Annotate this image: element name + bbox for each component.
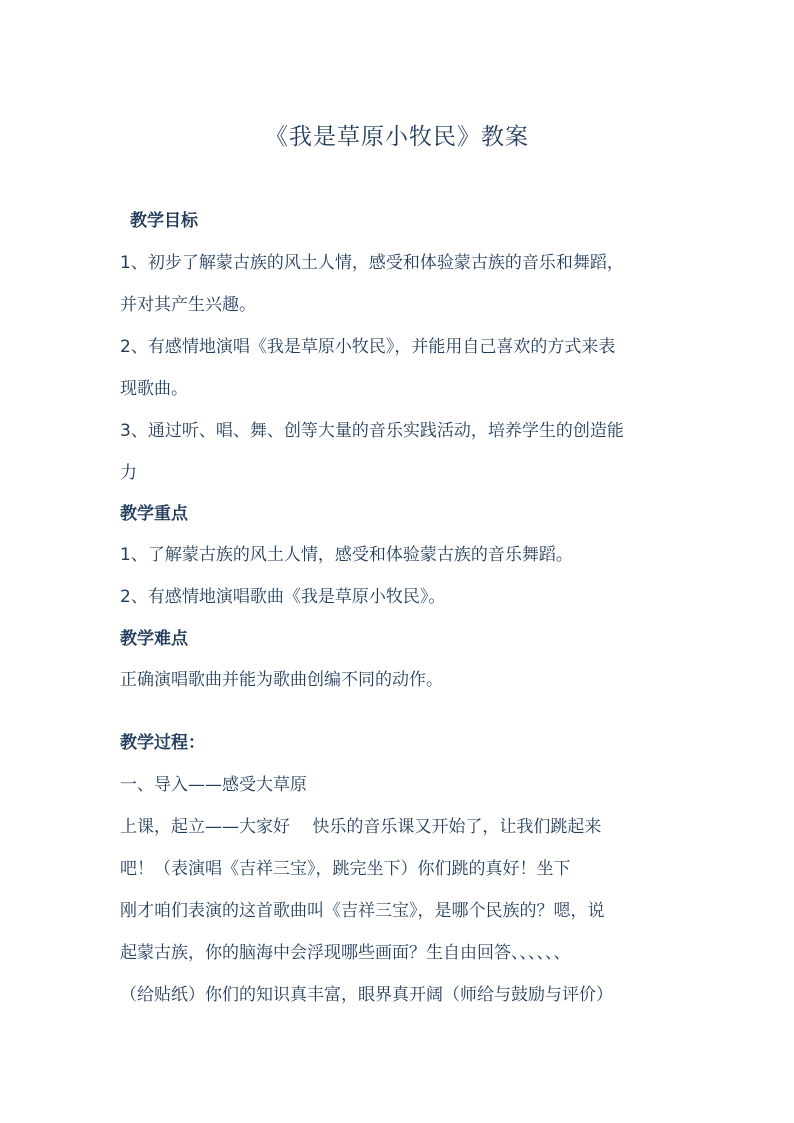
goal-line-6: 力: [120, 463, 137, 483]
goal-line-3: 2、有感情地演唱《我是草原小牧民》，并能用自己喜欢的方式来表: [120, 337, 616, 357]
process-text-line-2: 吧！（表演唱《吉祥三宝》，跳完坐下）你们跳的真好！坐下: [120, 859, 571, 879]
goal-line-4: 现歌曲。: [120, 379, 188, 399]
goal-line-2: 并对其产生兴趣。: [120, 295, 256, 315]
process-text-line-3: 刚才咱们表演的这首歌曲叫《吉祥三宝》，是哪个民族的？嗯，说: [120, 901, 605, 921]
goal-line-5: 3、通过听、唱、舞、创等大量的音乐实践活动，培养学生的创造能: [120, 421, 624, 441]
document-title: 《我是草原小牧民》教案: [265, 124, 529, 150]
difficulty-text: 正确演唱歌曲并能为歌曲创编不同的动作。: [120, 670, 443, 690]
process-step-1: 一、导入——感受大草原: [120, 775, 307, 795]
key-points-heading: 教学重点: [120, 504, 188, 524]
process-text-line-4: 起蒙古族，你的脑海中会浮现哪些画面？生自由回答、、、、、、: [120, 943, 571, 963]
process-heading: 教学过程：: [120, 733, 205, 753]
goal-line-1: 1、初步了解蒙古族的风土人情，感受和体验蒙古族的音乐和舞蹈，: [120, 253, 624, 273]
goals-heading: 教学目标: [130, 211, 198, 231]
difficulty-heading: 教学难点: [120, 629, 188, 649]
process-text-line-1: 上课，起立——大家好 快乐的音乐课又开始了，让我们跳起来: [120, 817, 602, 837]
key-point-1: 1、了解蒙古族的风土人情，感受和体验蒙古族的音乐舞蹈。: [120, 545, 573, 565]
process-text-line-5: （给贴纸）你们的知识真丰富，眼界真开阔（师给与鼓励与评价）: [120, 985, 613, 1005]
key-point-2: 2、有感情地演唱歌曲《我是草原小牧民》。: [120, 587, 446, 607]
